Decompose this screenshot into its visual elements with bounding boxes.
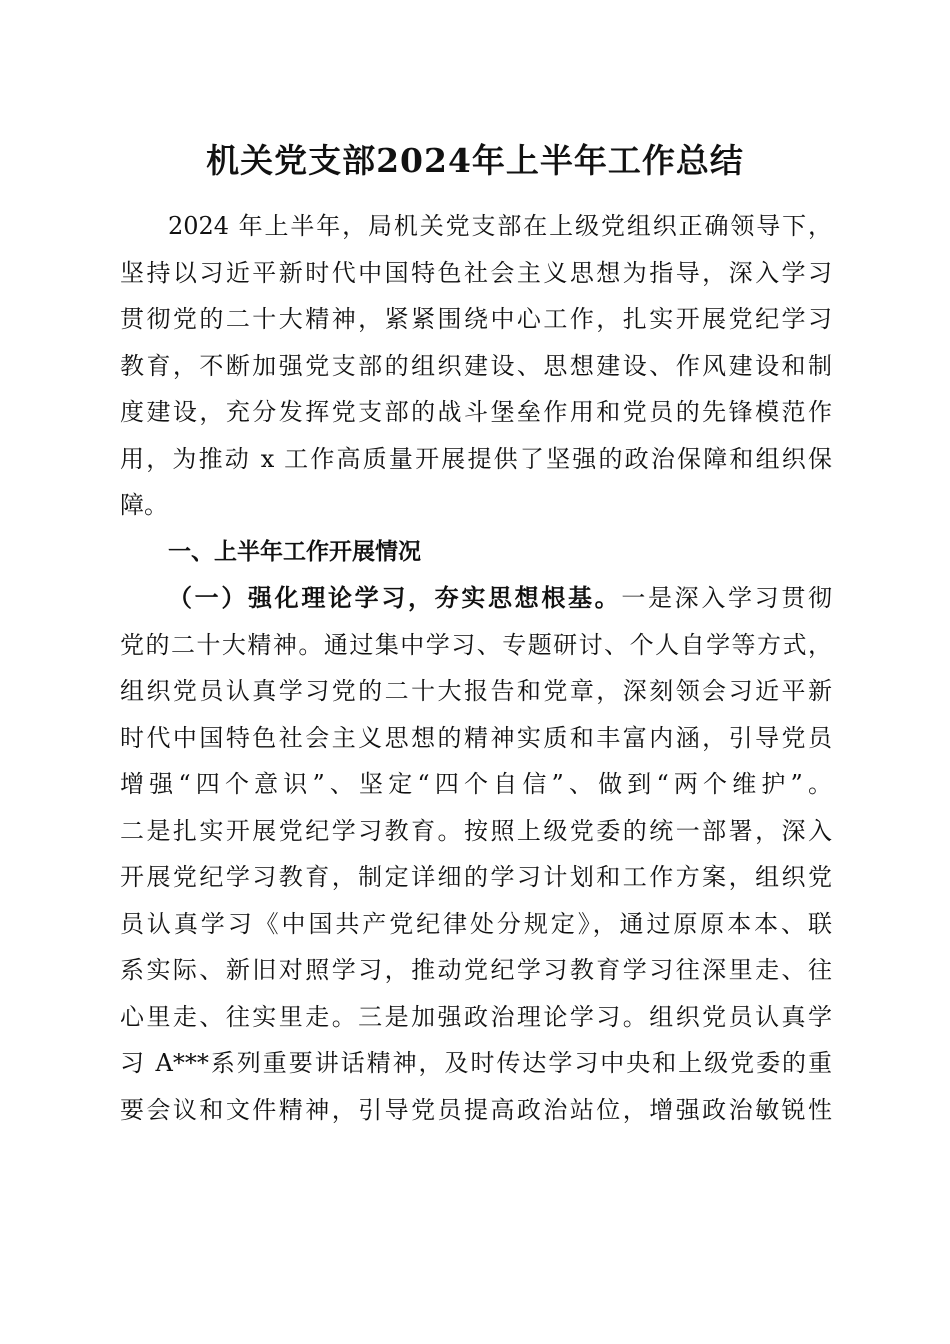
section-heading: 一、上半年工作开展情况: [168, 538, 421, 565]
subsection-1-first-line-rest: 一是深入学习贯彻: [621, 584, 833, 612]
subsection-1-line: 心里走、往实里走。三是加强政治理论学习。组织党员认真学: [120, 1002, 832, 1031]
paragraph-1-line: 障。: [120, 491, 168, 519]
paragraph-1-line: 度建设，充分发挥党支部的战斗堡垒作用和党员的先锋模范作: [120, 398, 832, 426]
subsection-1-line: 党的二十大精神。通过集中学习、专题研讨、个人自学等方式，: [120, 630, 832, 659]
subsection-1-line: 增强“四个意识”、坚定“四个自信”、做到“两个维护”。: [120, 770, 832, 798]
subsection-1-line: 系实际、新旧对照学习，推动党纪学习教育学习往深里走、往: [120, 956, 832, 984]
document-body: [120, 203, 832, 1133]
subsection-1-line: 习 A***系列重要讲话精神，及时传达学习中央和上级党委的重: [120, 1049, 832, 1077]
subsection-1-line: 组织党员认真学习党的二十大报告和党章，深刻领会习近平新: [120, 677, 832, 705]
subsection-1-lead: （一）强化理论学习，夯实思想根基。: [168, 583, 622, 612]
subsection-1-line: 二是扎实开展党纪学习教育。按照上级党委的统一部署，深入: [120, 816, 832, 845]
paragraph-1-line: 用，为推动 x 工作高质量开展提供了坚强的政治保障和组织保: [120, 444, 832, 473]
subsection-1-line: 员认真学习《中国共产党纪律处分规定》，通过原原本本、联: [120, 909, 832, 938]
document-title: 机关党支部2024年上半年工作总结: [206, 141, 744, 180]
subsection-1-line: 要会议和文件精神，引导党员提高政治站位，增强政治敏锐性: [120, 1095, 832, 1124]
paragraph-1-line: 贯彻党的二十大精神，紧紧围绕中心工作，扎实开展党纪学习: [120, 305, 832, 333]
subsection-1-first-line: [120, 575, 832, 622]
paragraph-1-line: 教育，不断加强党支部的组织建设、思想建设、作风建设和制: [120, 351, 832, 380]
subsection-1-line: 时代中国特色社会主义思想的精神实质和丰富内涵，引导党员: [120, 723, 832, 752]
paragraph-1-line: 坚持以习近平新时代中国特色社会主义思想为指导，深入学习: [120, 258, 832, 287]
paragraph-1-line: 2024 年上半年，局机关党支部在上级党组织正确领导下，: [168, 212, 832, 240]
subsection-1-line: 开展党纪学习教育，制定详细的学习计划和工作方案，组织党: [120, 863, 832, 891]
